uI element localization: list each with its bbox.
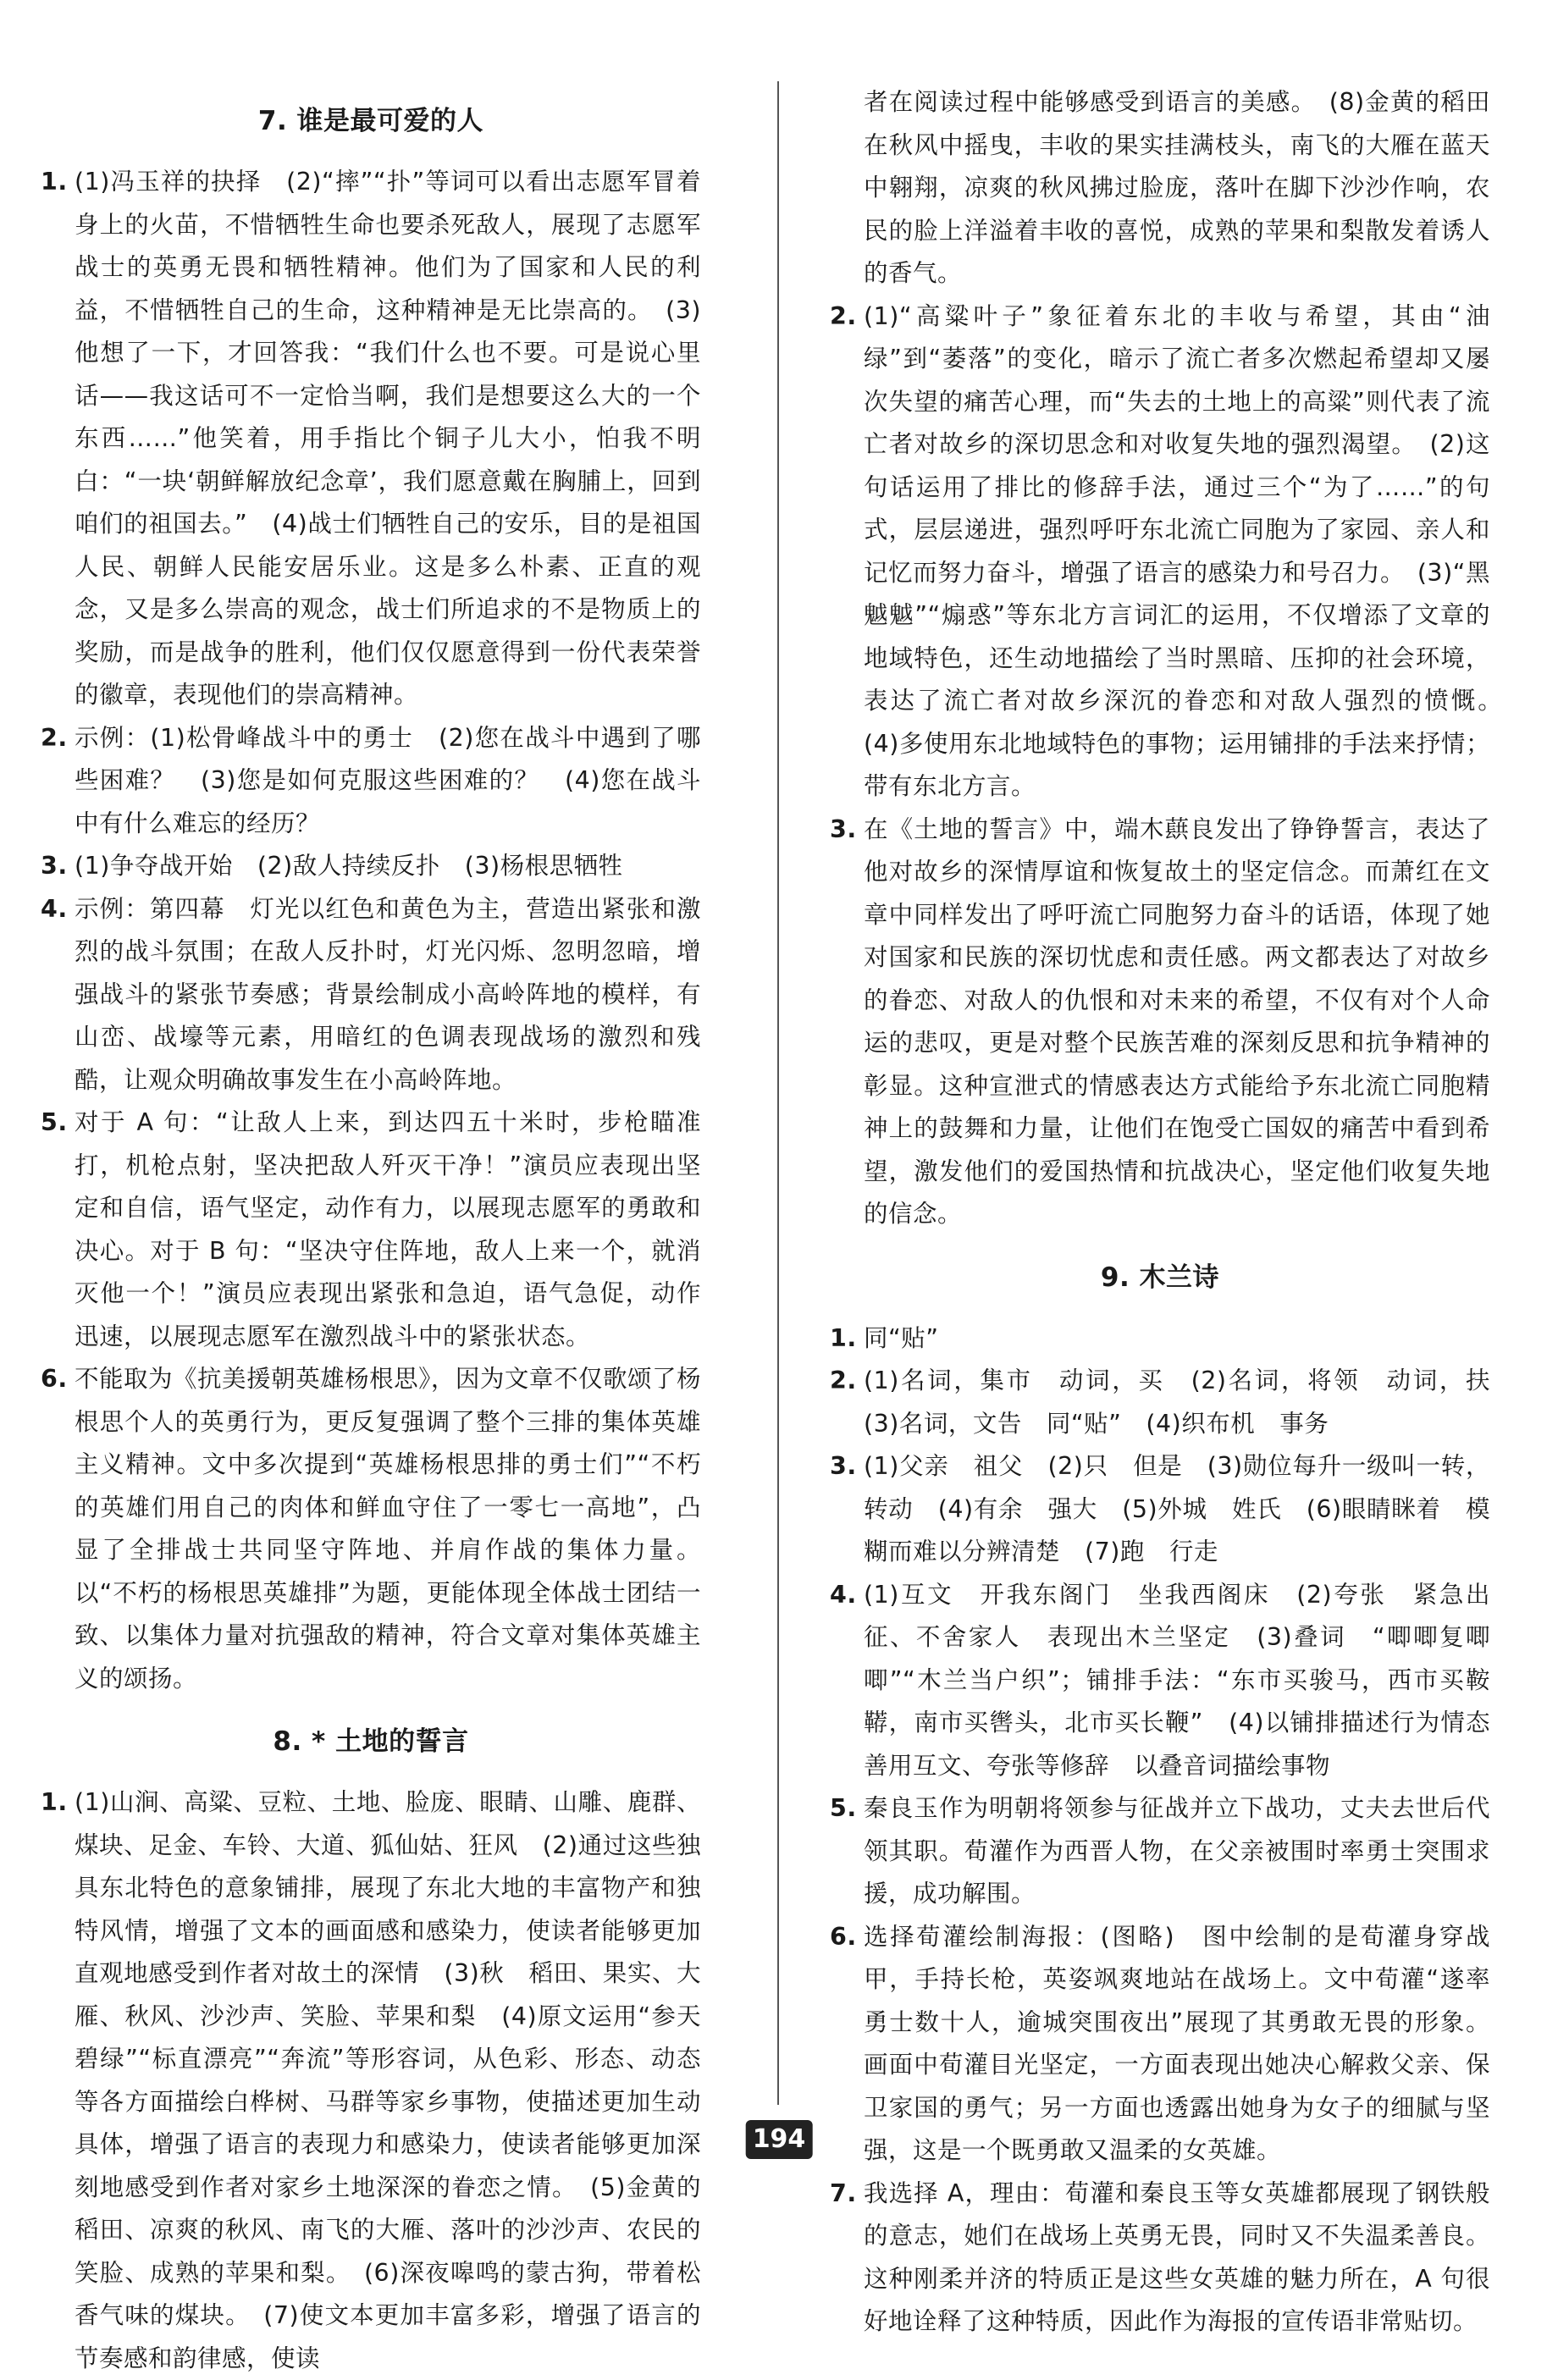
item-text: 选择荀灌绘制海报：(图略) 图中绘制的是荀灌身穿战甲，手持长枪，英姿飒爽地站在战场上。文中荀灌“遂率勇士数十人，逾城突围夜出”展现了其勇敢无畏的形象。画面中荀灌目光坚定，一方面表现出她决心解救父亲、保卫家国的勇气；另一方面也透露出她身为女子的细腻与坚强，这是一个既勇敢又温柔的女英雄。 xyxy=(864,1922,1490,2164)
page-number: 194 xyxy=(746,2120,813,2159)
answer-item xyxy=(830,1317,1490,1361)
answer-continuation xyxy=(830,81,1490,295)
item-number: 2. xyxy=(830,1367,857,1394)
answer-item xyxy=(41,161,701,717)
item-text: 不能取为《抗美援朝英雄杨根思》，因为文章不仅歌颂了杨根思个人的英勇行为，更反复强调了整个三排的集体英雄主义精神。文中多次提到“英雄杨根思排的勇士们”“不朽的英雄们用自己的肉体和鲜血守住了一零七一高地”，凸显了全排战士共同坚守阵地、并肩作战的集体力量。以“不朽的杨根思英雄排”为题，更能体现全体战士团结一致、以集体力量对抗强敌的精神，符合文章对集体英雄主义的颂扬。 xyxy=(75,1365,701,1693)
answer-item xyxy=(41,1102,701,1358)
item-text: 者在阅读过程中能够感受到语言的美感。 (8)金黄的稻田在秋风中摇曳，丰收的果实挂满枝头，南飞的大雁在蓝天中翱翔，凉爽的秋风拂过脸庞，落叶在脚下沙沙作响，农民的脸上洋溢着丰收的喜悦，成熟的苹果和梨散发着诱人的香气。 xyxy=(864,88,1490,287)
section-title-9: 9. 木兰诗 xyxy=(1100,1262,1220,1293)
answer-item xyxy=(41,1781,701,2380)
item-number: 5. xyxy=(41,1108,68,1136)
item-text: (1)名词，集市 动词，买 (2)名词，将领 动词，扶 (3)名词，文告 同“贴” (4)织布机 事务 xyxy=(864,1367,1516,1438)
answer-item xyxy=(830,1916,1490,2173)
item-number: 1. xyxy=(41,168,68,196)
item-number: 6. xyxy=(830,1922,857,1951)
answer-item xyxy=(830,1445,1490,1574)
answer-item xyxy=(830,2173,1490,2344)
item-text: (1)互文 开我东阁门 坐我西阁床 (2)夸张 紧急出征、不舍家人 表现出木兰坚定 (3)叠词 “唧唧复唧唧”“木兰当户织”；铺排手法：“东市买骏马，西市买鞍鞯，南市买辔头，北市买长鞭” (4)以铺排描述行为情态 善用互文、夸张等修辞 以叠音词描绘事物 xyxy=(864,1580,1516,1780)
item-text: (1)山涧、高粱、豆粒、土地、脸庞、眼睛、山雕、鹿群、煤块、足金、车铃、大道、狐仙姑、狂风 (2)通过这些独具东北特色的意象铺排，展现了东北大地的丰富物产和独特风情，增强了文本的画面感和感染力，使读者能够更加直观地感受到作者对故土的深情 (3)秋 稻田、果实、大雁、秋风、沙沙声、笑脸、苹果和梨 (4)原文运用“参天碧绿”“标直漂亮”“奔流”等形容词，从色彩、形态、动态等各方面描绘白桦树、马群等家乡事物，使描述更加生动具体，增强了语言的表现力和感染力，使读者能够更加深刻地感受到作者对家乡土地深深的眷恋之情。 (5)金黄的稻田、凉爽的秋风、南飞的大雁、落叶的沙沙声、农民的笑脸、成熟的苹果和梨。 (6)深夜嗥鸣的蒙古狗，带着松香气味的煤块。 (7)使文本更加丰富多彩，增强了语言的节奏感和韵律感，使读 xyxy=(75,1788,701,2372)
item-text: 对于 A 句：“让敌人上来，到达四五十米时，步枪瞄准打，机枪点射，坚决把敌人歼灭干净！”演员应表现出坚定和自信，语气坚定，动作有力，以展现志愿军的勇敢和决心。对于 B 句：“坚决守住阵地，敌人上来一个，就消灭他一个！”演员应表现出紧张和急迫，语气急促，动作迅速，以展现志愿军在激烈战斗中的紧张状态。 xyxy=(75,1108,701,1350)
item-text: (1)冯玉祥的抉择 (2)“摔”“扑”等词可以看出志愿军冒着身上的火苗，不惜牺牲生命也要杀死敌人，展现了志愿军战士的英勇无畏和牺牲精神。他们为了国家和人民的利益，不惜牺牲自己的生命，这种精神是无比崇高的。 (3)他想了一下，才回答我：“我们什么也不要。可是说心里话——我这话可不一定恰当啊，我们是想要这么大的一个东西……”他笑着，用手指比个铜子儿大小，怕我不明白：“一块‘朝鲜解放纪念章’，我们愿意戴在胸脯上，回到咱们的祖国去。” (4)战士们牺牲自己的安乐，目的是祖国人民、朝鲜人民能安居乐业。这是多么朴素、正直的观念，又是多么崇高的观念，战士们所追求的不是物质上的奖励，而是战争的胜利，他们仅仅愿意得到一份代表荣誉的徽章，表现他们的崇高精神。 xyxy=(75,168,701,709)
section-title-7: 7. 谁是最可爱的人 xyxy=(257,106,484,136)
item-number: 1. xyxy=(41,1788,68,1816)
item-number: 4. xyxy=(41,894,68,923)
item-number: 7. xyxy=(830,2178,857,2207)
item-number: 3. xyxy=(830,1452,857,1480)
item-text: 在《土地的誓言》中，端木蕻良发出了铮铮誓言，表达了他对故乡的深情厚谊和恢复故土的坚定信念。而萧红在文章中同样发出了呼吁流亡同胞努力奋斗的话语，体现了她对国家和民族的深切忧虑和责任感。两文都表达了对故乡的眷恋、对敌人的仇恨和对未来的希望，不仅有对个人命运的悲叹，更是对整个民族苦难的深刻反思和抗争精神的彰显。这种宣泄式的情感表达方式能给予东北流亡同胞精神上的鼓舞和力量，让他们在饱受亡国奴的痛苦中看到希望，激发他们的爱国热情和抗战决心，坚定他们收复失地的信念。 xyxy=(864,815,1490,1228)
item-text: 同“贴” xyxy=(864,1323,939,1352)
item-number: 4. xyxy=(830,1580,857,1609)
answer-item xyxy=(830,1574,1516,1788)
answer-item xyxy=(41,1358,701,1700)
answer-item xyxy=(830,1360,1516,1445)
item-number: 3. xyxy=(41,852,68,880)
item-number: 5. xyxy=(830,1794,857,1822)
answer-item xyxy=(41,717,701,846)
answer-item xyxy=(830,809,1490,1236)
item-number: 2. xyxy=(41,723,68,752)
right-column xyxy=(830,81,1516,2344)
section-title-8: 8. * 土地的誓言 xyxy=(273,1726,469,1757)
item-text: (1)争夺战开始 (2)敌人持续反扑 (3)杨根思牺牲 xyxy=(75,852,623,880)
left-column xyxy=(41,81,701,2380)
answer-item xyxy=(830,295,1516,809)
answer-item xyxy=(41,888,701,1102)
answer-item xyxy=(830,1787,1490,1916)
column-divider xyxy=(777,81,779,2105)
item-text: 示例：第四幕 灯光以红色和黄色为主，营造出紧张和激烈的战斗氛围；在敌人反扑时，灯光闪烁、忽明忽暗，增强战斗的紧张节奏感；背景绘制成小高岭阵地的模样，有山峦、战壕等元素，用暗红的色调表现战场的激烈和残酷，让观众明确故事发生在小高岭阵地。 xyxy=(75,894,701,1094)
item-text: 示例：(1)松骨峰战斗中的勇士 (2)您在战斗中遇到了哪些困难？ (3)您是如何克服这些困难的？ (4)您在战斗中有什么难忘的经历？ xyxy=(75,723,701,837)
item-number: 1. xyxy=(830,1323,857,1352)
item-text: 秦良玉作为明朝将领参与征战并立下战功，丈夫去世后代领其职。荀灌作为西晋人物，在父亲被围时率勇士突围求援，成功解围。 xyxy=(864,1794,1490,1908)
item-text: (1)父亲 祖父 (2)只 但是 (3)勋位每升一级叫一转，转动 (4)有余 强大 (5)外城 姓氏 (6)眼睛眯着 模糊而难以分辨清楚 (7)跑 行走 xyxy=(864,1452,1490,1565)
item-number: 3. xyxy=(830,815,857,843)
item-text: 我选择 A，理由：荀灌和秦良玉等女英雄都展现了钢铁般的意志，她们在战场上英勇无畏，同时又不失温柔善良。这种刚柔并济的特质正是这些女英雄的魅力所在，A 句很好地诠释了这种特质，因此作为海报的宣传语非常贴切。 xyxy=(864,2178,1490,2335)
item-text: (1)“高粱叶子”象征着东北的丰收与希望，其由“油绿”到“萎落”的变化，暗示了流亡者多次燃起希望却又屡次失望的痛苦心理，而“失去的土地上的高粱”则代表了流亡者对故乡的深切思念和对收复失地的强烈渴望。 (2)这句话运用了排比的修辞手法，通过三个“为了……”的句式，层层递进，强烈呼吁东北流亡同胞为了家园、亲人和记忆而努力奋斗，增强了语言的感染力和号召力。 (3)“黑魆魆”“煽惑”等东北方言词汇的运用，不仅增添了文章的地域特色，还生动地描绘了当时黑暗、压抑的社会环境，表达了流亡者对故乡深沉的眷恋和对敌人强烈的愤慨。 (4)多使用东北地域特色的事物；运用铺排的手法来抒情；带有东北方言。 xyxy=(864,301,1516,800)
item-number: 6. xyxy=(41,1365,68,1393)
answer-item xyxy=(41,845,701,888)
item-number: 2. xyxy=(830,301,857,330)
